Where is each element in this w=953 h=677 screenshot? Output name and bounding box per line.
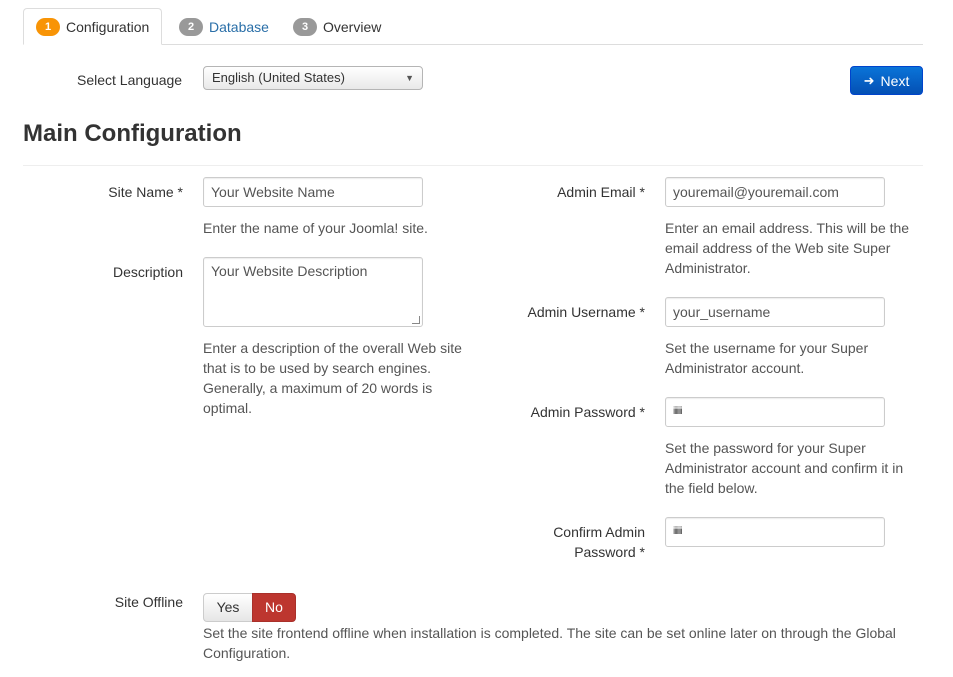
admin-password-value: iiiiiii [673, 406, 682, 417]
step-badge-3: 3 [293, 18, 317, 36]
site-name-help: Enter the name of your Joomla! site. [203, 220, 428, 236]
site-offline-label: Site Offline [114, 594, 183, 610]
site-offline-yes-button[interactable]: Yes [203, 593, 253, 622]
tab-label-overview: Overview [323, 18, 382, 35]
site-offline-no-button[interactable]: No [252, 593, 296, 622]
confirm-password-value: iiiiiii [673, 526, 682, 537]
description-help: Enter a description of the overall Web site that is to be used by search engines. Generally, a maximum of 20 words is optimal. [203, 340, 462, 416]
admin-username-label: Admin Username * [527, 304, 645, 320]
site-name-input[interactable] [203, 177, 423, 207]
next-button[interactable] [850, 66, 923, 95]
confirm-password-label: Confirm Admin Password * [553, 524, 645, 560]
confirm-password-input[interactable] [665, 517, 885, 547]
admin-email-value: youremail@youremail.com [673, 184, 839, 200]
tab-overview[interactable] [281, 8, 393, 45]
tab-configuration[interactable] [23, 8, 162, 45]
caret-down-icon: ▼ [405, 73, 414, 83]
admin-email-help: Enter an email address. This will be the email address of the Web site Super Administrator. [665, 220, 910, 276]
description-label: Description [112, 264, 183, 280]
site-name-label: Site Name * [108, 184, 183, 200]
description-placeholder: Your Website Description [211, 263, 368, 279]
description-textarea[interactable] [203, 257, 423, 327]
select-language-label: Select Language [77, 72, 183, 88]
admin-password-help: Set the password for your Super Administrator account and confirm it in the field below. [665, 440, 904, 496]
site-offline-toggle[interactable] [203, 593, 296, 622]
admin-email-label: Admin Email * [557, 184, 645, 200]
site-offline-help: Set the site frontend offline when installation is completed. The site can be set online later on through the Global Configuration. [203, 625, 896, 661]
admin-username-help: Set the username for your Super Administrator account. [665, 340, 869, 376]
language-select[interactable] [203, 66, 423, 90]
step-badge-2: 2 [179, 18, 203, 36]
admin-email-input[interactable] [665, 177, 885, 207]
wizard-tabs [23, 8, 923, 45]
page-title: Main Configuration [23, 120, 242, 147]
tab-label-configuration: Configuration [66, 18, 150, 35]
admin-username-value: your_username [673, 304, 771, 320]
arrow-right-icon: ➜ [863, 72, 875, 88]
site-name-placeholder: Your Website Name [211, 184, 335, 200]
resize-grip-icon[interactable] [412, 316, 420, 324]
next-button-label: Next [880, 72, 910, 89]
tab-label-database[interactable]: Database [209, 18, 269, 35]
admin-password-label: Admin Password * [530, 404, 645, 420]
step-badge-1: 1 [36, 18, 60, 36]
admin-username-input[interactable] [665, 297, 885, 327]
title-divider [23, 165, 923, 166]
language-selected-value: English (United States) [212, 70, 345, 85]
admin-password-input[interactable] [665, 397, 885, 427]
tab-database[interactable] [167, 8, 281, 45]
